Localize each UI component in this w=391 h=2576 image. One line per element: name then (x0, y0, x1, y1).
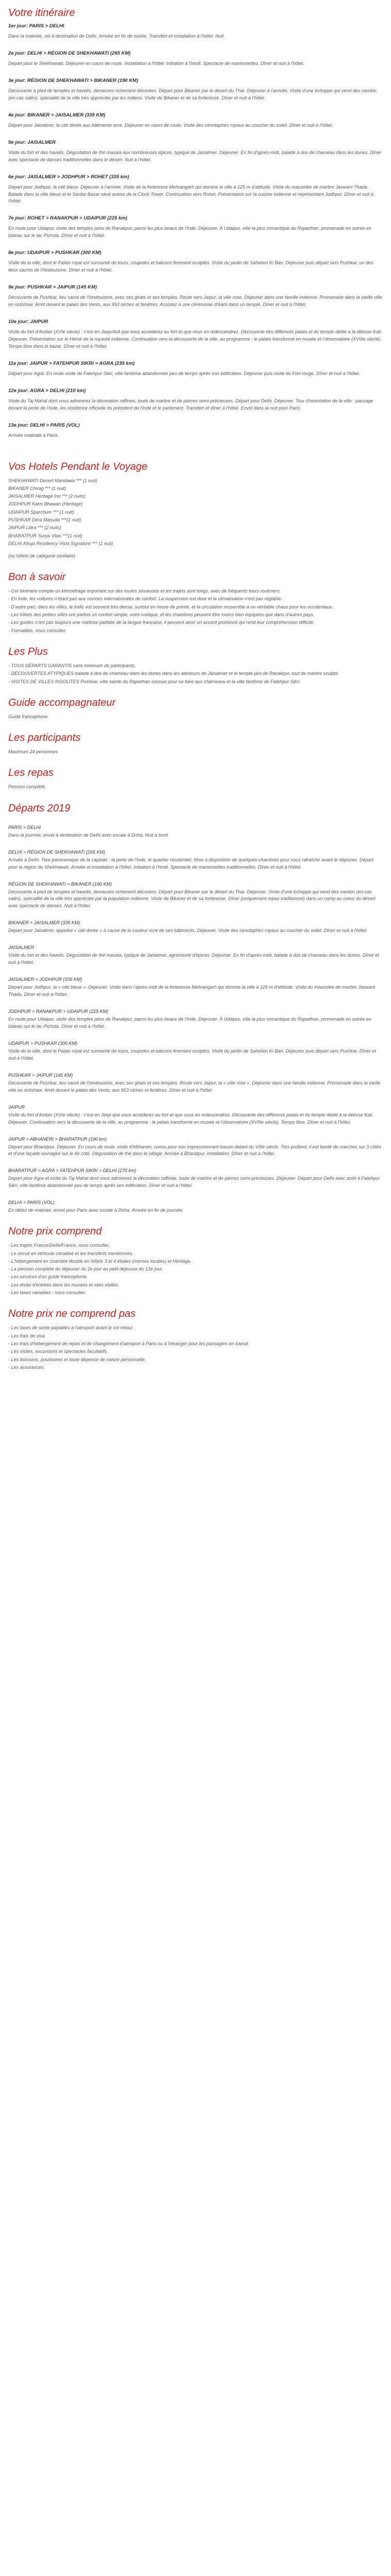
itinerary-day-title: 8e jour: UDAIPUR > PUSHKAR (300 KM) (8, 250, 102, 256)
good-to-know-item: - En Inde, les voitures n'étant pas aux normes internationales de confort. La suspension est dure et la climatisation n'est pas réglable. (8, 596, 283, 602)
departure-day (8, 977, 383, 998)
itinerary-day (8, 388, 383, 412)
departure-day-text: Visite du fort et des havelis. Dégustation de thé masala, typique de Jaisalmer, agrémenté d'épices. Déjeuner. En fin d'après-midi, balade à dos de chameau dans les dunes. Dîner et nuit à l'hôtel. (8, 953, 379, 965)
departure-day-title: JAIPUR > ABHANERI > BHARATPUR (190 km) (8, 1136, 107, 1142)
itinerary-day (8, 140, 383, 164)
good-to-know-item: - Formalités, nous consulter. (8, 628, 67, 633)
itinerary-day-text: Départ pour le Shekhawati. Déjeuner en cours de route. Installation à l'hôtel. Initiation à l'hindi. Spectacle de marionnettes. Dîner et nuit à l'hôtel. (8, 60, 304, 66)
departure-day-title: DELHI > PARIS (VOL) (8, 1200, 55, 1206)
itinerary-day-text: Visite du fort d'Amber (XVIe siècle) : c'est en Jeep/4x4 que vous accéderez au fort et que vous en redescendrez. Découverte des différents palais et du temple dédié à la déesse Kali. Déjeuner. Présentation sur le Hémé de la royauté indienne. Continuation vers la découverte de la ville, au programme : le palais transformé en musée et l'observatoire (XVIIIe siècle). Temps libre dans le bazar. Dîner et nuit à l'hôtel. (8, 329, 382, 349)
departure-day-title: DELHI > RÉGION DE SHEKHAWATI (265 KM) (8, 849, 105, 855)
itinerary-day-title: 2e jour: DELHI > RÉGION DE SHEKHAWATI (265 KM) (8, 50, 131, 56)
itinerary-day-text: Départ pour Agra. En route visite de Fatehpur Sikri, ville fantôme abandonnée peu de temps après son édification. Déjeuner puis visite du Fort rouge. Dîner et nuit à l'hôtel. (8, 370, 360, 376)
departures-heading: Départs 2019 (8, 802, 71, 814)
departure-day (8, 1009, 383, 1030)
departure-day-text: En début de matinée, envol pour Paris avec escale à Doha. Arrivée en fin de journée. (8, 1208, 184, 1213)
itinerary-day (8, 284, 383, 309)
departure-day (8, 945, 383, 967)
departure-day-title: BHARATPUR > AGRA > FATEHPUR SIKRI > DELHI (270 km) (8, 1168, 137, 1174)
included-item: - Les trajets France/Delhi/France, nous consulter. (8, 1243, 110, 1248)
departure-day-text: Départ pour Jodhpur, la « cité bleue ». Déjeuner. Visite dans l'après-midi de la forteresse Mehrangarh qui domine la ville à 125 m d'altitude. Visite du mausolée de marbre Jaswant Thada. Dîner et nuit à l'hôtel. (8, 985, 376, 997)
itinerary-day-title: 9e jour: PUSHKAR > JAIPUR (145 KM) (8, 284, 97, 291)
itinerary-day-title: 10e jour: JAIPUR (8, 319, 48, 325)
departure-day (8, 825, 383, 839)
itinerary-day-text: Départ pour Jaisalmer, la cité dorée aux bâtiments ocre. Déjeuner en cours de route. Visite des cénotaphes royaux au coucher du soleil. Dîner et nuit à l'hôtel. (8, 122, 333, 128)
itinerary-day (8, 78, 383, 102)
not-included-item: - Les frais de visa. (8, 1333, 46, 1338)
itinerary-day-title: 6e jour: JAISALMER > JODHPUR > ROHET (335 km) (8, 174, 129, 180)
itinerary-day (8, 319, 383, 350)
included-item: - Les droits d'entrées dans les musées et sites visités. (8, 1282, 119, 1287)
hotels-list (8, 477, 383, 548)
participants-text: Maximum 24 personnes (8, 749, 58, 755)
hotel-item: UDAIPUR Sparchum *** (1 nuit) (8, 509, 74, 515)
itinerary-day (8, 215, 383, 240)
hotel-item: SHEKHAWATI Desert Mandawa *** (1 nuit) (8, 478, 97, 483)
departure-day-text: Visite de la ville, dont le Palais royal est surmonté de tours, coupoles et balcons finement sculptés. Visite du jardin de Sahelion Ki Bari. Déjeuner puis départ vers Pushkar. Dîner et nuit à l'hôtel. (8, 1048, 376, 1061)
itinerary-day (8, 174, 383, 206)
departure-day-text: En route pour Udaipur, visite des temples jaïns de Ranakpur, parmi les plus beaux de l'Inde. Déjeuner. À Udaipur, ville la plus romantique du Rajasthan, promenade en soirée en bateau sur le lac Pichola. Dîner et nuit à l'hôtel. (8, 1016, 371, 1029)
plus-item: - TOUS DÉPARTS GARANTIS sans minimum de participants. (8, 663, 136, 668)
itinerary-day-title: 4e jour: BIKANER > JAISALMER (335 KM) (8, 112, 106, 118)
itinerary-day-title: 13e jour: DELHI > PARIS (VOL) (8, 422, 80, 428)
itinerary-day (8, 250, 383, 274)
not-included-item: - Les assurances. (8, 1364, 45, 1370)
itinerary-day (8, 422, 383, 439)
departure-day (8, 1200, 383, 1214)
departure-day-text: Découverte de Pushkar, lieu sacré de l'hindouisme, avec ses ghats et ses temples. Route vers Jaipur, la « ville rose ». Déjeuner dans une famille indienne. Promenade dans la vieille ville en rickshaw. Arrêt devant le palais des Vents, aux 953 niches et fenêtres. Dîner et nuit à l'hôtel. (8, 1080, 381, 1093)
itinerary-day (8, 50, 383, 67)
departure-day-text: Départ pour Jaisalmer, appelée « cité dorée » à cause de la couleur ocre de ses bâtiments. Déjeuner. Visite des cénotaphes royaux au coucher du soleil. Dîner et nuit à l'hôtel. (8, 928, 368, 934)
hotel-item: JAIPUR Libra *** (2 nuits) (8, 525, 61, 531)
hotels-note: (ou hôtels de catégorie similaire) (8, 553, 76, 559)
itinerary-day-title: 12e jour: AGRA > DELHI (210 km) (8, 387, 86, 394)
good-to-know-item: - Les hôtels des petites villes ont parfois un confort simple, voire rustique, et les chambres peuvent être moins bien équipées que dans d'autres pays. (8, 612, 315, 618)
good-to-know-item: - Cet itinéraire compte un kilométrage important sur des routes sinueuses et les trajets sont longs, avec de fréquents tours routiniers. (8, 588, 281, 594)
not-included-item: - Les frais d'hébergement de repas et de changement d'aéroport à Paris ou à l'étranger pour les passagers en transit. (8, 1341, 250, 1346)
included-heading: Notre prix comprend (8, 1226, 102, 1238)
not-included-list (8, 1324, 383, 1371)
included-item: - Les services d'un guide francophone. (8, 1274, 88, 1280)
hotel-item: BHARATPUR Surya Vilas ***(1 nuit) (8, 533, 83, 538)
departure-day (8, 882, 383, 910)
meals-heading: Les repas (8, 767, 54, 779)
itinerary-day-text: Dans la matinée, vol à destination de Delhi. Arrivée en fin de soirée. Transfert et installation à l'hôtel. Nuit. (8, 33, 225, 39)
itinerary-day-text: Découverte de Pushkar, lieu sacré de l'hindouisme, avec ses ghats et ses temples. Route vers Jaipur, la ville rose. Déjeuner dans une famille indienne. Promenade dans la vieille ville en rickshaw. Arrêt devant le palais des Vents, aux 953 niches et fenêtres. Assistez à une cérémonie d'Aarti dans un temple. Dîner et nuit à l'hôtel. (8, 295, 382, 308)
departures-list (8, 825, 383, 1215)
itinerary-day-text: Visite du fort et des havelis. Dégustation de thé masala aux nombreuses épices, typique de Jaisalmer. Déjeuner. En fin d'après-midi, balade à dos de chameau dans les dunes. Dîner avec spectacle de danses traditionnelles dans le désert. Nuit à l'hôtel. (8, 149, 382, 162)
departure-day-title: JAISALMER > JODHPUR (335 KM) (8, 977, 83, 982)
included-item: - Les taxes variables : nous consulter. (8, 1290, 86, 1296)
itinerary-day-text: Découverte à pied de temples et havelis, demeures richement décorées. Départ pour Bikaner par le désert du Thar. Déjeuner à l'arrivée. Visite d'une échoppe qui vend des namkin (en-cas salés), spécialité de la ville très appréciée par les indiens. Visite de Bikaner et de sa forteresse. Dîner et nuit à l'hôtel. (8, 88, 377, 100)
departure-day-title: RÉGION DE SHEKHAWATI > BIKANER (190 KM) (8, 881, 112, 887)
included-item: - Le circuit en véhicule climatisé et les transferts mentionnés. (8, 1250, 134, 1256)
itinerary-day (8, 361, 383, 378)
itinerary-day-title: 7e jour: ROHET > RANAKPUR > UDAIPUR (225 km) (8, 215, 127, 222)
departure-day-text: Arrivée à Delhi. Tour panoramique de la capitale : la porte de l'Inde, le quartier résidentiel. Mise à disposition de quelques chambres pour vous rafraîchir avant le déjeuner. Départ pour la région du Shekhawati. Arrivée et installation à l'hôtel. Initiation à l'hindi. Spectacle de marionnettes traditionnelles. Dîner et nuit à l'hôtel. (8, 857, 373, 870)
plus-list (8, 662, 383, 686)
departure-day (8, 920, 383, 935)
itinerary-day-text: Visite de la ville, dont le Palais royal est surmonté de tours, coupoles et balcons finement sculptés. Visite du jardin de Sahelion Ki Bari. Déjeuner puis départ vers Pushkar, un des lieux sacrés de l'hindouisme. Dîner et nuit à l'hôtel. (8, 260, 373, 273)
departure-day-title: JODHPUR > RANAKPUR > UDAIPUR (225 KM) (8, 1009, 109, 1014)
plus-heading: Les Plus (8, 646, 48, 657)
hotel-item: DELHI Ahuja Residency Vista Signature *** (1 nuit) (8, 540, 113, 546)
departure-day-title: PUSHKAR > JAIPUR (145 KM) (8, 1072, 73, 1078)
itinerary-day-text: Visite du Taj Mahal dont vous admirerez la décoration raffinée, toute de marbre et de pierres semi-précieuses. Départ pour Delhi. Déjeuner. Tour d'orientation de la ville : passage devant la porte de l'Inde, les résidence officielle du président de l'Inde et le parlement. Transfert et dîner à l'hôtel. Envol dans la nuit pour Paris. (8, 398, 373, 411)
departure-day-text: Visite du fort d'Amber (XVIe siècle) : c'est en Jeep que vous accéderez au fort et que vous en redescendrez. Découverte des différents palais et du temple dédié à la déesse Kali. Déjeuner. Continuation vers la découverte de la ville, au programme : le palais transformé en musée et l'observatoire (XVIIIe siècle). Temps libre. Dîner et nuit à l'hôtel. (8, 1112, 373, 1125)
itinerary-list (8, 23, 383, 439)
not-included-item: - Les taxes de sortie payables à l'aéroport avant le vol retour. (8, 1325, 134, 1331)
hotels-heading: Vos Hotels Pendant le Voyage (8, 461, 148, 472)
itinerary-day-title: 11e jour: JAIPUR > FATEHPUR SIKRI > AGRA (235 km) (8, 360, 135, 366)
itinerary-day-text: Arrivée matinale à Paris. (8, 432, 59, 438)
departure-day-title: UDAIPUR > PUSHKAR (300 KM) (8, 1040, 77, 1046)
hotel-item: PUSHKAR Dera Masuda ***(1 nuit) (8, 517, 82, 523)
not-included-heading: Notre prix ne comprend pas (8, 1308, 136, 1320)
itinerary-day (8, 23, 383, 40)
itinerary-day-title: 5e jour: JAISALMER (8, 139, 56, 145)
hotel-item: JAISALMER Heritage Inn *** (2 nuits) (8, 494, 86, 499)
itinerary-day-text: Départ pour Jodhpur, la cité bleue. Déjeuner à l'arrivée. Visite de la forteresse Mehrangarh qui domine la ville à 125 m d'altitude. Visite du mausolée de marbre Jaswant Thada. Balade dans la ville bleue et le Sardar Bazar situé autour de la Clock Tower. Continuation vers Rohet. Présentation sur la cuisine indienne et représentant Jodhpur. Dîner et nuit à l'hôtel. (8, 184, 373, 204)
departure-day-title: BIKANER > JAISALMER (335 KM) (8, 920, 80, 926)
departure-day-text: Dans la journée, envol à destination de Delhi avec escale à Doha. Nuit à bord. (8, 832, 169, 838)
good-to-know-item: - Les guides n'ont pas toujours une maîtrise parfaite de la langue française, il peuvent avoir un accent prononcé qui rend leur compréhension difficile. (8, 620, 315, 625)
meals-text: Pension complète. (8, 784, 47, 790)
included-item: - La pension complète du déjeuner du 2e jour au petit déjeuner du 13e jour. (8, 1266, 164, 1272)
included-item: - L'hébergement en chambre double en hôtels 3 et 4 étoiles (normes locales) et Héritage. (8, 1258, 192, 1264)
departure-day (8, 1041, 383, 1062)
not-included-item: - Les boissons, pourboires et toute dépense de nature personnelle. (8, 1357, 146, 1362)
itinerary-day-title: 1er jour: PARIS > DELHI (8, 23, 64, 29)
itinerary-day-title: 3e jour: RÉGION DE SHEKHAWATI > BIKANER (190 KM) (8, 77, 138, 83)
departure-day-title: JAISALMER (8, 945, 35, 951)
guide-text: Guide francophone (8, 714, 48, 719)
participants-heading: Les participants (8, 732, 81, 744)
departure-day (8, 1105, 383, 1126)
departure-day-title: PARIS > DELHI (8, 824, 41, 830)
not-included-item: - Les visites, excursions et spectacles facultatifs. (8, 1349, 108, 1354)
departure-day (8, 1168, 383, 1190)
good-to-know-heading: Bon à savoir (8, 571, 66, 583)
departure-day-text: Départ pour Bharatpur. Déjeuner. En cours de route, visite d'Abhaneri, connu pour son impressionnant bassin datant du VIIIe siècle. Très profond, il est bordé de marches sur 3 côtés et d'une façade ouvragée sur le 4e côté. Dégustation de thé dans le village. Arrivée à Bharatpur, installation. Dîner et nuit à l'hôtel. (8, 1144, 382, 1157)
good-to-know-list (8, 587, 383, 635)
departure-day (8, 1137, 383, 1158)
itinerary-heading: Votre itinéraire (8, 7, 75, 19)
guide-heading: Guide accompagnateur (8, 697, 116, 708)
itinerary-day (8, 112, 383, 129)
itinerary-day-text: En route pour Udaipur, visite des temples jaïns de Ranakpur, parmi les plus beaux de l'Inde. Déjeuner. À Udaipur, ville la plus romantique du Rajasthan, promenade en soirée en bateau sur le lac Pichola. Dîner et nuit à l'hôtel. (8, 226, 371, 239)
good-to-know-item: - D'autre part, dans les villes, le trafic est souvent très dense, surtout en heure de pointe, et la circulation ressemble à un véritable chaos pour les occidentaux. (8, 604, 334, 609)
plus-item: - VISITES DE VILLES INSOLITES Pushkar, ville sainte du Rajasthan connue pour sa foire aux chameaux et la ville fantôme de Fatehpur Sikri. (8, 679, 301, 684)
hotel-item: JODHPUR Karni Bhawan (Heritage) (8, 501, 83, 507)
departure-day (8, 1073, 383, 1094)
included-list (8, 1242, 383, 1297)
departure-day-title: JAIPUR (8, 1104, 25, 1110)
departure-day-text: Découverte à pied de temples et havelis, demeures richement décorées. Départ pour Bikaner par le désert du Thar. Déjeuner. Visite d'une échoppe qui vend des namkin (en-cas salés), spécialité de la ville très appréciée par la population indienne. Visite de Bikaner et de sa forteresse. Dîner (uniquement repas traditionnel) dans un camp au coeur du désert avec spectacle de danses. Nuit à l'hôtel. (8, 889, 376, 909)
departure-day-text: Départ pour Agra et visite du Taj Mahal dont vous admirerez la décoration raffinée, toute de marbre et de pierres semi-précieuses. Déjeuner. Départ pour Delhi avec arrêt à Fatehpur Sikri, ville fantôme abandonnée peu de temps après son édification. Dîner et nuit à l'hôtel. (8, 1176, 380, 1189)
hotel-item: BIKANER Chirag *** (1 nuit) (8, 485, 67, 491)
plus-item: - DÉCOUVERTES ATYPIQUES balade à dos de chameau dans les dunes dans les alentours de Jaisalmer et le temple jaïn de Ranakpur, tout de marbre sculpté. (8, 671, 339, 676)
departure-day (8, 850, 383, 871)
